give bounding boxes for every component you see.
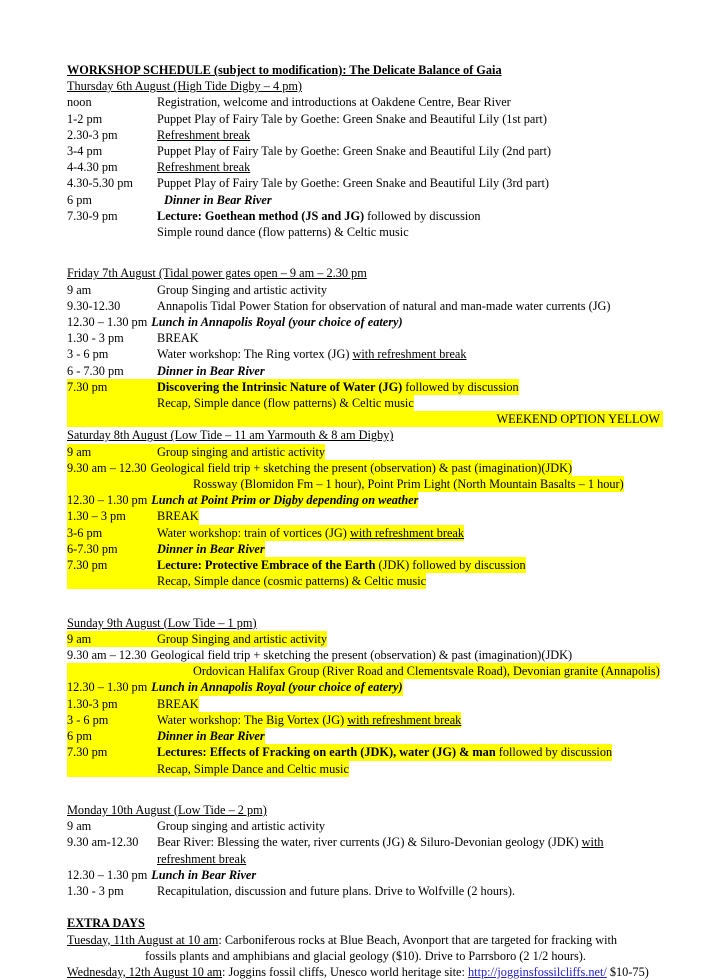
section-spacer (67, 777, 663, 793)
schedule-row (67, 363, 663, 379)
row-time-blank (67, 761, 157, 777)
row-time: 12.30 – 1.30 pm (67, 679, 151, 695)
row-desc-rest: followed by discussion (402, 379, 519, 394)
workshop-schedule-document (67, 62, 663, 980)
schedule-continuation: Simple round dance (flow patterns) & Celtic music (157, 225, 409, 240)
extra-day-wednesday (67, 964, 663, 980)
section-spacer (67, 606, 663, 615)
schedule-row (67, 282, 663, 298)
row-desc: Refreshment break (157, 127, 251, 142)
schedule-row-highlighted (67, 631, 663, 647)
row-desc (157, 557, 526, 573)
extra-day-wednesday-text-before: : Joggins fossil cliffs, Unesco world heritage site: (221, 964, 469, 979)
extra-day-wednesday-text-after: $10-75) (606, 964, 649, 979)
schedule-row-highlighted (67, 557, 663, 573)
row-desc: Group singing and artistic activity (157, 819, 326, 834)
row-time: 3-6 pm (67, 525, 157, 541)
row-desc: BREAK (157, 331, 199, 346)
row-desc (157, 525, 464, 541)
schedule-row-highlighted (67, 525, 663, 541)
page-title: WORKSHOP SCHEDULE (subject to modification): The Delicate Balance of Gaia (67, 63, 502, 77)
row-desc-rest: followed by discussion (364, 208, 481, 223)
section-spacer (67, 256, 663, 265)
schedule-continuation: refreshment break (157, 851, 247, 866)
row-time: 6 - 7.30 pm (67, 363, 124, 378)
section-spacer (67, 240, 663, 256)
day-heading-friday-label: Friday 7th August (Tidal power gates open – 9 am – 2.30 pm (67, 266, 367, 281)
row-time: 7.30 pm (67, 379, 157, 395)
row-desc (157, 834, 604, 850)
row-time: 9.30 am – 12.30 (67, 460, 151, 476)
schedule-row-highlighted (67, 492, 663, 508)
row-time: 6 pm (67, 192, 92, 207)
schedule-row (67, 818, 663, 834)
row-time: 9.30 am-12.30 (67, 835, 139, 850)
schedule-continuation: Recap, Simple dance (flow patterns) & Celtic music (157, 396, 414, 411)
schedule-row-highlighted (67, 696, 663, 712)
section-spacer (67, 899, 663, 915)
schedule-row (67, 192, 663, 208)
row-desc: Dinner in Bear River (157, 729, 265, 744)
row-desc: Lunch in Annapolis Royal (your choice of eatery) (151, 680, 403, 695)
row-desc: Annapolis Tidal Power Station for observation of natural and man-made water currents (JG) (157, 298, 611, 313)
row-time: 6 pm (67, 728, 157, 744)
schedule-row (67, 314, 663, 330)
row-desc-bold: Lecture: Goethean method (JS and JG) (157, 208, 365, 223)
row-desc-plain: Water workshop: train of vortices (JG) (157, 525, 350, 540)
schedule-row (67, 883, 663, 899)
day-heading-thursday (67, 78, 663, 94)
row-time-blank (67, 663, 193, 679)
row-desc-plain: Bear River: Blessing the water, river currents (JG) & Siluro-Devonian geology (JDK) (157, 835, 582, 850)
schedule-row (67, 159, 663, 175)
row-time: 7.30 pm (67, 557, 157, 573)
row-time-blank (67, 476, 193, 492)
row-desc: Puppet Play of Fairy Tale by Goethe: Green Snake and Beautiful Lily (3rd part) (157, 176, 549, 191)
row-desc (157, 379, 519, 395)
row-desc: Lunch at Point Prim or Digby depending on weather (151, 493, 419, 508)
schedule-row (67, 175, 663, 191)
row-desc (157, 208, 481, 224)
row-desc: Lunch in Annapolis Royal (your choice of eatery) (151, 315, 403, 330)
row-time: 7.30 pm (67, 744, 157, 760)
row-desc-plain: Water workshop: The Big Vortex (JG) (157, 712, 348, 727)
row-time: 12.30 – 1.30 pm (67, 492, 151, 508)
row-desc-bold: Discovering the Intrinsic Nature of Water (JG) (157, 379, 403, 394)
section-spacer (67, 589, 663, 605)
schedule-row-highlighted (67, 712, 663, 728)
row-desc: Geological field trip + sketching the present (observation) & past (imagination)(JDK) (150, 648, 573, 663)
row-desc: Refreshment break (157, 160, 251, 175)
row-time: 3 - 6 pm (67, 347, 109, 362)
day-heading-thursday-label: Thursday 6th August (High Tide Digby – 4 pm) (67, 79, 303, 94)
section-spacer (67, 793, 663, 802)
schedule-continuation: Ordovican Halifax Group (River Road and Clementsvale Road), Devonian granite (Annapolis) (193, 664, 660, 679)
row-time: 1-2 pm (67, 111, 103, 126)
row-time: 12.30 – 1.30 pm (67, 315, 148, 330)
extra-day-tuesday (67, 932, 663, 948)
schedule-continuation-highlighted (67, 761, 663, 777)
schedule-row-highlighted (67, 679, 663, 695)
row-time: 9.30-12.30 (67, 298, 121, 313)
row-time: 9 am (67, 444, 157, 460)
row-desc: BREAK (157, 509, 199, 524)
row-time: 3-4 pm (67, 144, 103, 159)
row-time: 1.30 - 3 pm (67, 331, 124, 346)
day-heading-sunday (67, 615, 663, 631)
schedule-row-highlighted (67, 541, 663, 557)
schedule-continuation-highlighted (67, 663, 663, 679)
row-time-blank (67, 395, 157, 411)
row-desc: Registration, welcome and introductions at Oakdene Centre, Bear River (157, 95, 511, 110)
row-time: 7.30-9 pm (67, 208, 118, 223)
row-time: 3 - 6 pm (67, 712, 157, 728)
day-heading-saturday (67, 427, 663, 443)
row-desc-underline: with refreshment break (347, 712, 462, 727)
schedule-continuation-highlighted (67, 395, 663, 411)
row-desc-underline: with refreshment break (352, 347, 467, 362)
schedule-row (67, 111, 663, 127)
row-time-blank (67, 573, 157, 589)
extra-day-tuesday-heading: Tuesday, 11th August at 10 am (67, 932, 219, 947)
schedule-row (67, 330, 663, 346)
row-time: 12.30 – 1.30 pm (67, 867, 148, 882)
day-heading-friday (67, 265, 663, 281)
schedule-continuation-highlighted (67, 573, 663, 589)
row-desc (157, 712, 461, 728)
day-heading-monday (67, 802, 663, 818)
row-desc: BREAK (157, 696, 199, 711)
weekend-option-note: WEEKEND OPTION YELLOW (67, 411, 663, 427)
row-desc-bold: Lecture: Protective Embrace of the Earth (157, 558, 376, 573)
day-heading-saturday-label: Saturday 8th August (Low Tide – 11 am Yarmouth & 8 am Digby) (67, 428, 394, 443)
row-desc: Puppet Play of Fairy Tale by Goethe: Green Snake and Beautiful Lily (1st part) (157, 111, 547, 126)
row-desc-rest: (JDK) followed by discussion (375, 558, 526, 573)
extra-day-wednesday-heading: Wednesday, 12th August 10 am (67, 964, 222, 979)
schedule-row-highlighted (67, 444, 663, 460)
schedule-row-highlighted (67, 460, 663, 476)
schedule-row (67, 298, 663, 314)
row-time: 1.30 – 3 pm (67, 508, 157, 524)
row-time: 4-4.30 pm (67, 160, 118, 175)
row-desc: Dinner in Bear River (157, 541, 265, 556)
row-desc: Group Singing and artistic activity (157, 631, 328, 646)
schedule-continuation-highlighted (67, 476, 663, 492)
row-desc-underline: with (581, 835, 604, 850)
schedule-row (67, 94, 663, 110)
schedule-row (67, 143, 663, 159)
schedule-row-highlighted (67, 508, 663, 524)
row-desc: Dinner in Bear River (157, 363, 265, 378)
row-desc: Dinner in Bear River (164, 192, 272, 207)
schedule-row (67, 208, 663, 224)
row-desc (157, 744, 612, 760)
row-desc: Group singing and artistic activity (157, 444, 326, 459)
schedule-continuation: Recap, Simple dance (cosmic patterns) & Celtic music (157, 574, 427, 589)
schedule-row (67, 867, 663, 883)
row-time: 1.30-3 pm (67, 696, 157, 712)
schedule-row (67, 647, 663, 663)
day-heading-monday-label: Monday 10th August (Low Tide – 2 pm) (67, 802, 267, 817)
row-time: 6-7.30 pm (67, 541, 157, 557)
row-time: 1.30 - 3 pm (67, 883, 124, 898)
extra-days-title: EXTRA DAYS (67, 916, 145, 931)
row-time: 9.30 am – 12.30 (67, 648, 147, 663)
schedule-row (67, 346, 663, 362)
extra-day-tuesday-text: : Carboniferous rocks at Blue Beach, Avonport that are targeted for fracking with (218, 932, 618, 947)
schedule-continuation: Rossway (Blomidon Fm – 1 hour), Point Prim Light (North Mountain Basalts – 1 hour) (193, 477, 624, 492)
row-time: 9 am (67, 282, 92, 297)
schedule-row (67, 834, 663, 850)
row-desc: Group Singing and artistic activity (157, 282, 328, 297)
schedule-row-highlighted (67, 379, 663, 395)
schedule-row-highlighted (67, 728, 663, 744)
day-heading-sunday-label: Sunday 9th August (Low Tide – 1 pm) (67, 615, 257, 630)
schedule-row (67, 127, 663, 143)
row-time: 2.30-3 pm (67, 127, 118, 142)
row-desc-bold: Lectures: Effects of Fracking on earth (JDK), water (JG) & man (157, 745, 496, 760)
schedule-continuation: Recap, Simple Dance and Celtic music (157, 761, 349, 776)
extra-day-tuesday-continuation: fossils plants and amphibians and glacial geology ($10). Drive to Parrsboro (2 1/2 hours). (145, 948, 586, 963)
row-desc (157, 346, 467, 362)
row-desc: Geological field trip + sketching the present (observation) & past (imagination)(JDK) (150, 460, 573, 475)
row-desc: Puppet Play of Fairy Tale by Goethe: Green Snake and Beautiful Lily (2nd part) (157, 144, 552, 159)
row-desc: Lunch in Bear River (151, 867, 257, 882)
row-time: 4.30-5.30 pm (67, 176, 133, 191)
row-desc: Recapitulation, discussion and future plans. Drive to Wolfville (2 hours). (157, 883, 516, 898)
row-time: 9 am (67, 631, 157, 647)
row-desc-rest: followed by discussion (495, 745, 613, 760)
row-time: 9 am (67, 819, 92, 834)
joggins-fossil-cliffs-link[interactable]: http://jogginsfossilcliffs.net/ (468, 964, 607, 979)
row-desc-underline: with refreshment break (349, 525, 465, 540)
schedule-row-highlighted (67, 744, 663, 760)
row-time: noon (67, 95, 92, 110)
row-desc-plain: Water workshop: The Ring vortex (JG) (157, 347, 353, 362)
